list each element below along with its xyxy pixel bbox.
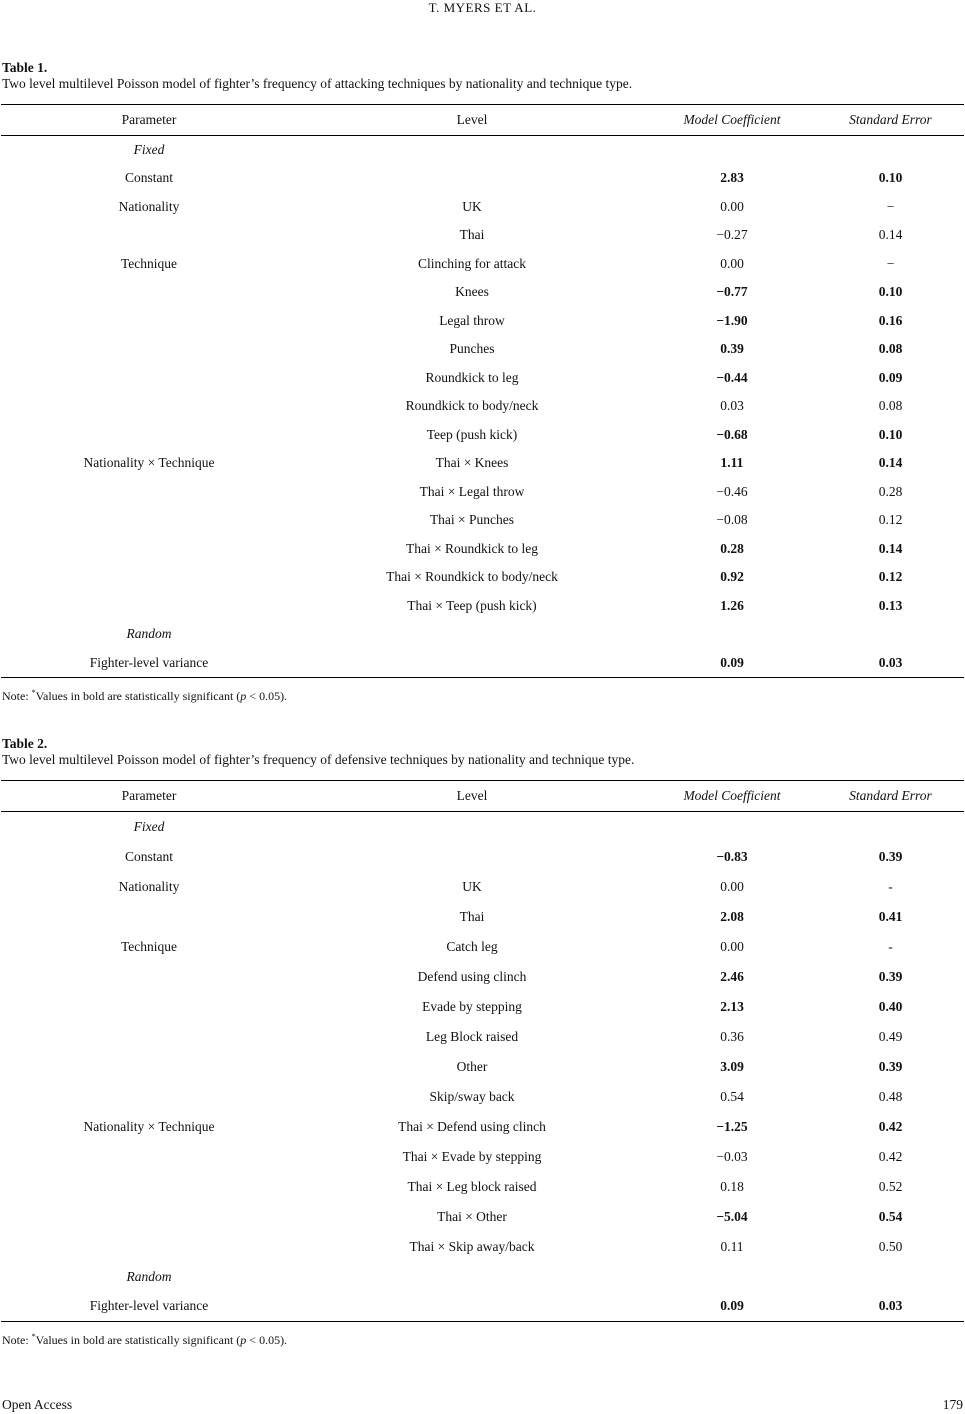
cell-standard-error — [817, 1262, 964, 1292]
cell-model-coefficient: −0.83 — [716, 848, 748, 864]
page-number: 179 — [942, 1397, 963, 1412]
cell-parameter — [1, 364, 297, 393]
cell-standard-error: 0.40 — [878, 998, 903, 1014]
note-p: p — [240, 688, 247, 703]
table-row — [1, 992, 964, 1022]
cell-level — [297, 842, 647, 872]
cell-model-coefficient: −1.25 — [716, 1118, 748, 1134]
cell-level: Roundkick to leg — [425, 369, 519, 385]
cell-level: Legal throw — [439, 312, 505, 328]
cell-model-coefficient: 0.54 — [720, 1088, 744, 1104]
cell-level: Thai × Punches — [429, 512, 515, 528]
table-row — [1, 1112, 964, 1142]
table-row — [1, 193, 964, 222]
col-header-level: Level — [297, 105, 647, 136]
note-prefix: Note: — [2, 1333, 32, 1347]
cell-standard-error: - — [888, 938, 893, 954]
cell-model-coefficient: 0.03 — [720, 398, 744, 414]
cell-level — [297, 812, 647, 842]
cell-standard-error: 0.10 — [878, 170, 903, 186]
cell-standard-error: 0.03 — [817, 649, 964, 678]
cell-model-coefficient: −5.04 — [716, 1208, 748, 1224]
cell-standard-error: 0.39 — [878, 1058, 903, 1074]
cell-level: Thai × Evade by stepping — [402, 1148, 542, 1164]
table-row — [1, 1022, 964, 1052]
cell-standard-error: 0.39 — [878, 848, 903, 864]
cell-level: Thai × Teep (push kick) — [407, 597, 537, 613]
cell-model-coefficient: −0.77 — [716, 284, 748, 300]
cell-parameter: Constant — [124, 848, 173, 864]
cell-standard-error: 0.42 — [878, 1148, 903, 1164]
cell-standard-error — [817, 136, 964, 165]
cell-parameter — [1, 902, 297, 932]
table-row — [1, 250, 964, 279]
table-row — [1, 335, 964, 364]
cell-standard-error: 0.14 — [878, 455, 903, 471]
cell-standard-error: 0.12 — [878, 512, 903, 528]
col-header-standard-error: Standard Error — [817, 105, 964, 136]
table-row — [1, 535, 964, 564]
cell-model-coefficient: 2.46 — [720, 968, 744, 984]
cell-standard-error: 0.16 — [878, 312, 903, 328]
cell-standard-error: 0.03 — [817, 1292, 964, 1322]
cell-parameter — [1, 962, 297, 992]
cell-standard-error: 0.50 — [878, 1238, 903, 1254]
cell-standard-error: - — [888, 878, 893, 894]
cell-model-coefficient: −0.08 — [716, 512, 748, 528]
cell-level — [297, 620, 647, 649]
cell-parameter — [1, 535, 297, 564]
cell-model-coefficient: 0.00 — [720, 938, 744, 954]
cell-parameter — [1, 1142, 297, 1172]
table-row — [1, 812, 964, 842]
cell-model-coefficient: 0.00 — [720, 878, 744, 894]
cell-standard-error: 0.08 — [878, 341, 903, 357]
table-1-header-row — [1, 105, 964, 136]
cell-standard-error: 0.14 — [878, 540, 903, 556]
cell-level: Thai × Leg block raised — [407, 1178, 537, 1194]
cell-standard-error: 0.10 — [878, 284, 903, 300]
cell-parameter — [1, 1172, 297, 1202]
cell-parameter — [1, 1232, 297, 1262]
cell-level: UK — [462, 198, 482, 214]
cell-level: Leg Block raised — [425, 1028, 519, 1044]
cell-model-coefficient: 0.09 — [647, 1292, 817, 1322]
cell-parameter — [1, 421, 297, 450]
table-row — [1, 1172, 964, 1202]
cell-model-coefficient: −0.44 — [716, 369, 748, 385]
cell-model-coefficient: 0.11 — [720, 1238, 744, 1254]
cell-standard-error: 0.13 — [878, 597, 903, 613]
table-1-caption: Two level multilevel Poisson model of fighter’s frequency of attacking techniques by nationality and technique type. — [2, 76, 633, 91]
table-row — [1, 392, 964, 421]
cell-level: Punches — [449, 341, 495, 357]
cell-parameter — [1, 478, 297, 507]
cell-parameter: Fixed — [133, 142, 165, 157]
cell-parameter — [1, 1022, 297, 1052]
cell-standard-error — [817, 620, 964, 649]
table-row — [1, 421, 964, 450]
cell-parameter — [1, 278, 297, 307]
cell-level: Thai — [459, 227, 485, 243]
table-2-note — [0, 1330, 965, 1347]
cell-parameter: Random — [126, 626, 172, 642]
table-row — [1, 1052, 964, 1082]
cell-standard-error: 0.54 — [878, 1208, 903, 1224]
cell-standard-error: 0.09 — [878, 369, 903, 385]
cell-level: Thai × Knees — [435, 455, 509, 471]
col-header-model-coefficient: Model Coefficient — [647, 105, 817, 136]
cell-model-coefficient: 1.26 — [720, 597, 744, 613]
cell-parameter — [1, 563, 297, 592]
cell-parameter — [1, 392, 297, 421]
cell-standard-error: − — [886, 198, 895, 214]
cell-parameter: Nationality × Technique — [83, 1118, 215, 1134]
cell-level: Thai × Skip away/back — [409, 1238, 535, 1254]
cell-parameter: Nationality × Technique — [83, 455, 215, 471]
col-header-standard-error: Standard Error — [817, 781, 964, 812]
table-2 — [0, 736, 965, 1347]
table-1-body — [1, 136, 964, 678]
table-row — [1, 478, 964, 507]
cell-level: Knees — [455, 284, 489, 300]
table-row — [1, 1082, 964, 1112]
cell-standard-error — [817, 812, 964, 842]
cell-model-coefficient: −1.90 — [716, 312, 748, 328]
cell-level: Skip/sway back — [429, 1088, 515, 1104]
table-row — [1, 592, 964, 621]
cell-standard-error: − — [886, 255, 895, 271]
cell-model-coefficient: 0.09 — [647, 649, 817, 678]
table-2-header-row — [1, 781, 964, 812]
table-2-body — [1, 812, 964, 1322]
table-row — [1, 563, 964, 592]
col-header-parameter: Parameter — [1, 781, 297, 812]
table-1-label: Table 1. — [2, 60, 48, 75]
cell-parameter — [1, 506, 297, 535]
cell-parameter: Constant — [124, 170, 173, 186]
cell-standard-error: 0.52 — [878, 1178, 903, 1194]
cell-model-coefficient: 2.13 — [720, 998, 744, 1014]
cell-parameter — [1, 992, 297, 1022]
cell-standard-error: 0.39 — [878, 968, 903, 984]
table-row — [1, 649, 964, 678]
cell-model-coefficient: 0.18 — [720, 1178, 744, 1194]
table-row — [1, 872, 964, 902]
table-row — [1, 1262, 964, 1292]
table-1 — [0, 60, 965, 703]
cell-level: Clinching for attack — [418, 255, 526, 271]
note-threshold: < 0.05). — [246, 688, 288, 703]
cell-model-coefficient — [647, 136, 817, 165]
cell-level: UK — [462, 878, 482, 894]
cell-level: Thai × Roundkick to leg — [405, 540, 539, 556]
table-row — [1, 278, 964, 307]
note-asterisk: * — [31, 1332, 36, 1341]
cell-parameter: Nationality — [118, 878, 180, 894]
cell-level: Other — [456, 1058, 488, 1074]
table-row — [1, 164, 964, 193]
cell-standard-error: 0.41 — [878, 908, 903, 924]
cell-parameter: Technique — [120, 938, 178, 954]
cell-level — [297, 1262, 647, 1292]
cell-standard-error: 0.10 — [878, 426, 903, 442]
cell-model-coefficient — [647, 1262, 817, 1292]
table-row — [1, 620, 964, 649]
table-1-grid — [1, 104, 964, 678]
cell-model-coefficient: −0.27 — [716, 227, 748, 243]
table-row — [1, 1142, 964, 1172]
col-header-parameter: Parameter — [1, 105, 297, 136]
col-header-level: Level — [297, 781, 647, 812]
cell-model-coefficient: 3.09 — [720, 1058, 744, 1074]
note-prefix: Note: — [2, 688, 32, 703]
cell-level: Thai × Defend using clinch — [398, 1118, 546, 1134]
cell-model-coefficient: 0.00 — [720, 255, 744, 271]
table-row — [1, 932, 964, 962]
cell-model-coefficient: 0.92 — [720, 569, 744, 585]
note-threshold: < 0.05). — [246, 1333, 288, 1347]
cell-parameter: Fixed — [133, 818, 165, 834]
table-row — [1, 449, 964, 478]
col-header-model-coefficient: Model Coefficient — [647, 781, 817, 812]
cell-parameter: Fighter-level variance — [1, 649, 297, 678]
cell-model-coefficient: 2.83 — [720, 170, 744, 186]
table-row — [1, 136, 964, 165]
note-p: p — [240, 1333, 247, 1347]
cell-level: Thai — [459, 908, 485, 924]
table-2-caption: Two level multilevel Poisson model of fighter’s frequency of defensive techniques by nationality and technique type. — [2, 752, 635, 767]
cell-level — [297, 649, 647, 678]
journal-name: Open Access — [2, 1397, 73, 1412]
cell-parameter — [1, 592, 297, 621]
table-row — [1, 307, 964, 336]
cell-parameter: Fighter-level variance — [1, 1292, 297, 1322]
table-2-label: Table 2. — [2, 736, 48, 751]
cell-model-coefficient: −0.03 — [716, 1148, 748, 1164]
cell-level — [297, 136, 647, 165]
cell-standard-error: 0.08 — [878, 398, 903, 414]
cell-level: Catch leg — [446, 938, 498, 954]
cell-standard-error: 0.14 — [878, 227, 903, 243]
table-row — [1, 962, 964, 992]
cell-standard-error: 0.49 — [878, 1028, 903, 1044]
cell-parameter: Random — [126, 1268, 172, 1284]
note-asterisk: * — [31, 687, 36, 697]
cell-parameter: Nationality — [118, 198, 180, 214]
table-1-note — [0, 686, 965, 703]
table-row — [1, 1202, 964, 1232]
cell-model-coefficient: 1.11 — [720, 455, 744, 471]
note-text: Values in bold are statistically significant ( — [35, 1333, 241, 1347]
cell-level — [297, 164, 647, 193]
cell-model-coefficient: 0.36 — [720, 1028, 744, 1044]
table-row — [1, 221, 964, 250]
cell-standard-error: 0.12 — [878, 569, 903, 585]
cell-model-coefficient: 0.28 — [720, 540, 744, 556]
cell-parameter — [1, 1082, 297, 1112]
cell-level — [297, 1292, 647, 1322]
cell-level: Defend using clinch — [417, 968, 527, 984]
cell-standard-error: 0.28 — [878, 483, 903, 499]
table-row — [1, 506, 964, 535]
cell-standard-error: 0.42 — [878, 1118, 903, 1134]
cell-model-coefficient — [647, 620, 817, 649]
cell-model-coefficient: −0.46 — [716, 483, 748, 499]
table-row — [1, 902, 964, 932]
cell-model-coefficient — [647, 812, 817, 842]
cell-level: Thai × Other — [437, 1208, 507, 1224]
cell-level: Teep (push kick) — [426, 426, 518, 442]
cell-parameter — [1, 1052, 297, 1082]
cell-parameter: Technique — [120, 255, 178, 271]
table-row — [1, 842, 964, 872]
note-text: Values in bold are statistically significant ( — [35, 688, 241, 703]
cell-level: Thai × Legal throw — [419, 483, 525, 499]
cell-level: Roundkick to body/neck — [405, 398, 539, 414]
cell-standard-error: 0.48 — [878, 1088, 903, 1104]
running-head: T. MYERS ET AL. — [428, 0, 537, 15]
cell-level: Thai × Roundkick to body/neck — [386, 569, 558, 585]
table-row — [1, 1292, 964, 1322]
cell-model-coefficient: 0.39 — [720, 341, 744, 357]
cell-parameter — [1, 1202, 297, 1232]
table-row — [1, 364, 964, 393]
cell-model-coefficient: 0.00 — [720, 198, 744, 214]
cell-parameter — [1, 221, 297, 250]
cell-model-coefficient: −0.68 — [716, 426, 748, 442]
table-row — [1, 1232, 964, 1262]
cell-parameter — [1, 307, 297, 336]
cell-parameter — [1, 335, 297, 364]
cell-model-coefficient: 2.08 — [720, 908, 744, 924]
cell-level: Evade by stepping — [422, 998, 522, 1014]
table-2-grid — [1, 780, 964, 1322]
